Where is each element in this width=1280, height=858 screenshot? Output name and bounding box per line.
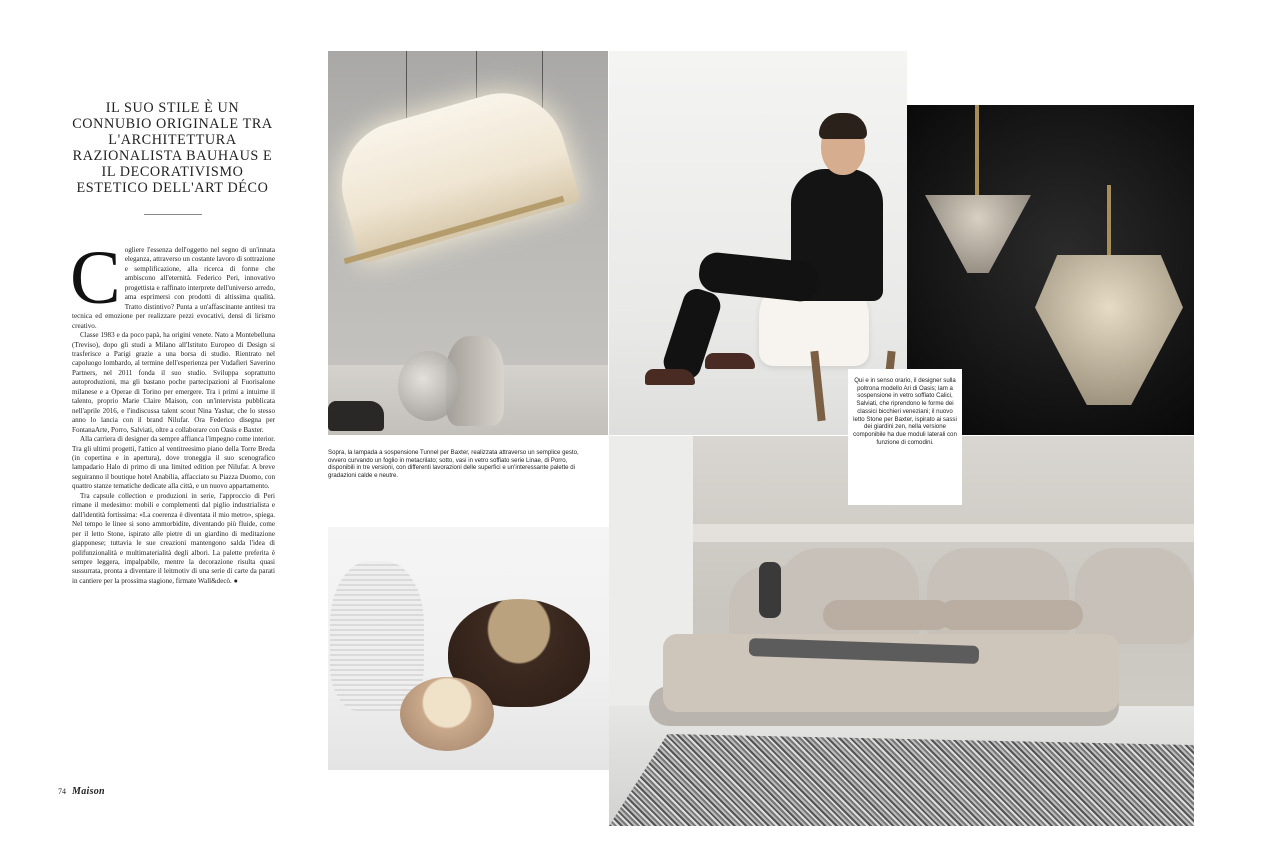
magazine-logo: Maison bbox=[72, 786, 105, 797]
pendant-shade bbox=[925, 195, 1031, 273]
drop-cap: C bbox=[70, 236, 121, 320]
caption-bottom: Sopra, la lampada a sospensione Tunnel per Baxter, realizzata attraverso un semplice gesto, ovvero curvando un foglio in metacrilato; sotto, vasi in vetro soffiato serie Linae, di Porro, disponibili in tre versioni, con differenti lavorazioni delle superfici e un'interessante palette di gradazioni calde e neutre. bbox=[328, 449, 579, 480]
pillow bbox=[939, 600, 1083, 630]
article-paragraph: Tra capsule collection e produzioni in serie, l'approccio di Peri rimane il medesimo: mobili e complementi dal piglio industrialista e dall'identità fortissima: «La coerenza è diventata il mio metro», spiega. Nel tempo le linee si sono ammorbidite, diventando più fluide, come per il letto Stone, ispirato alle pietre di un giardino di meditazione giapponese; tuttavia le sue creazioni mantengono salda l'idea di polifunzionalità e multimaterialità degli albori. La palette preferita è sempre leggera, impalpabile, mentre la decorazione risulta quasi sussurrata, pronta a diventare il leitmotiv di una serie di carte da parati in cantiere per la prossima stagione, firmate Wall&decò. ● bbox=[72, 491, 275, 585]
headboard-cushion bbox=[1075, 548, 1194, 644]
designer-hair bbox=[819, 113, 867, 139]
pillow bbox=[823, 600, 951, 630]
pendant-shade bbox=[1035, 255, 1183, 405]
headline-divider bbox=[144, 214, 202, 215]
lamp-shade bbox=[328, 78, 581, 264]
photo-tunnel-lamp bbox=[328, 51, 608, 435]
rug bbox=[609, 734, 1194, 826]
bedside-vase bbox=[759, 562, 781, 618]
ribbed-glass-vase bbox=[330, 561, 424, 711]
stone bbox=[328, 401, 384, 431]
shoe bbox=[645, 369, 695, 385]
article-paragraph: Alla carriera di designer da sempre affianca l'impegno come interior. Tra gli ultimi progetti, l'attico al ventitreesimo piano della Torre Breda (in copertina e in apertura), dove troneggia il suo scenografico lampadario Halo di primo di una limited edition per Nilufar. A breve seguiranno il boutique hotel Anabilia, affacciato su Piazza Duomo, con quattro stanze tematiche dedicate alla città, e un nuovo appartamento. bbox=[72, 435, 275, 491]
wall-band bbox=[693, 524, 1194, 542]
pendant-rod bbox=[1107, 185, 1111, 257]
folio bbox=[58, 786, 105, 797]
shoe bbox=[705, 353, 755, 369]
pendant-rod bbox=[975, 105, 979, 197]
amber-bowl bbox=[400, 677, 494, 751]
article-paragraph: ogliere l'essenza dell'oggetto nel segno di un'innata eleganza, attraverso un costante lavoro di sottrazione e semplificazione, alla ricerca di forme che ambiscono all'eternità. Federico Peri, innovativo progettista e raffinato interprete dell'universo arredo, ama esprimersi con prodotti di altissima qualità. Tratto distintivo? Punta a un'affascinante antitesi tra tecnica ed emozione per realizzare pezzi evocativi, densi di lirismo creativo. bbox=[72, 246, 275, 330]
article-body bbox=[70, 236, 275, 586]
caption-right: Qui e in senso orario, il designer sulla poltrona modello Ari di Oasis; lam a sospensione in vetro soffiato Calici, Salviati, che riprendono le forme dei classici bicchieri veneziani; il nuovo letto Stone per Baxter, ispirato ai sassi dei giardini zen, nella versione componibile ha due moduli laterali con funzione di comodini. bbox=[848, 369, 962, 505]
glass-vase bbox=[398, 351, 460, 421]
headboard-cushion bbox=[729, 566, 839, 642]
page-number: 74 bbox=[58, 787, 66, 796]
page-headline: IL SUO STILE È UN CONNUBIO ORIGINALE TRA L'ARCHITETTURA RAZIONALISTA BAUHAUS E IL DECORATIVISMO ESTETICO DELL'ART DÉCO bbox=[72, 100, 273, 196]
photo-glass-vases bbox=[328, 527, 609, 770]
article-paragraph: Classe 1983 e da poco papà, ha origini venete. Nato a Montebelluna (Treviso), dopo gli studi a Milano all'Istituto Europeo di Design si trasferisce a Parigi grazie a una borsa di studio. Rientrato nel capoluogo lombardo, al termine dell'esperienza per Vudafieri Saverino Partners, nel 2011 fonda il suo studio. Sviluppa soprattutto autoproduzioni, ma gli bastano poche partecipazioni al Fuorisalone milanese e a Operae di Torino per emergere. Tra i primi a intuirne il talento, proprio Marie Claire Maison, con un'intervista pubblicata nell'aprile 2016, e l'indiscussa talent scout Nina Yashar, che lo stesso anno lo lancia con il brand Nilufar. Ora Federico disegna per FontanaArte, Porro, Salviati, oltre a collaborare con Oasis e Baxter. bbox=[72, 331, 275, 434]
